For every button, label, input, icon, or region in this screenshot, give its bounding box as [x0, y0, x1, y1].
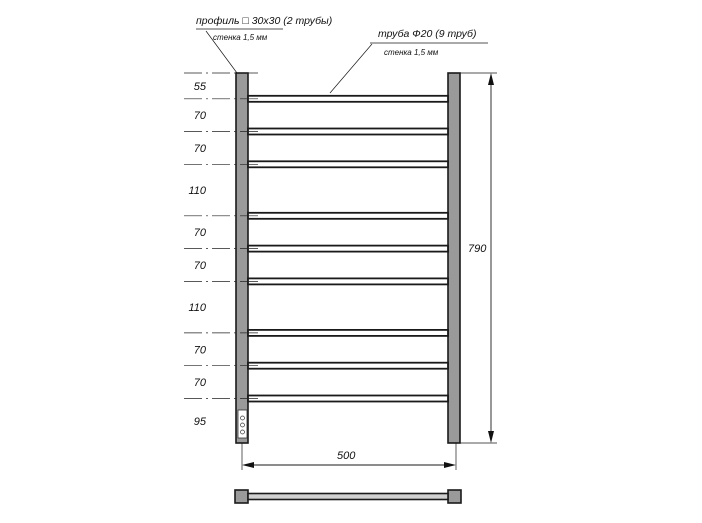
top-view-left-profile	[235, 490, 248, 503]
rung-group	[248, 96, 448, 402]
spacing-label: 70	[193, 377, 206, 390]
spacing-label: 70	[193, 344, 206, 357]
spacing-label: 70	[193, 227, 206, 240]
height-arrow-top	[488, 73, 494, 85]
pipe-wall-label: стенка 1,5 мм	[384, 48, 439, 57]
left-profile-pipe	[236, 73, 248, 443]
rung-pipe	[248, 96, 448, 102]
spacing-label: 70	[193, 260, 206, 272]
right-profile-pipe	[448, 73, 460, 443]
rung-pipe	[248, 213, 448, 219]
profile-label: профиль □ 30х30 (2 трубы)	[196, 15, 333, 27]
spacing-label: 70	[193, 110, 206, 123]
width-arrow-left	[242, 462, 254, 468]
rung-pipe	[248, 363, 448, 369]
profile-wall-label: стенка 1,5 мм	[213, 33, 268, 42]
pipe-label: труба Ф20 (9 труб)	[378, 28, 477, 40]
height-dimension: 790	[468, 243, 487, 255]
top-view-rung	[248, 494, 448, 500]
spacing-label: 110	[188, 302, 206, 315]
width-dimension: 500	[337, 450, 356, 462]
rung-pipe	[248, 161, 448, 167]
height-arrow-bottom	[488, 431, 494, 443]
rung-pipe	[248, 129, 448, 135]
spacing-label: 110	[188, 185, 206, 198]
rung-pipe	[248, 396, 448, 402]
rung-pipe	[248, 330, 448, 336]
width-arrow-right	[444, 462, 456, 468]
rung-pipe	[248, 278, 448, 284]
spacing-label: 70	[193, 142, 206, 155]
top-view-right-profile	[448, 490, 461, 503]
spacing-label: 55	[193, 80, 206, 93]
rung-pipe	[248, 246, 448, 252]
spacing-label: 95	[193, 415, 206, 428]
pipe-leader-line	[330, 44, 372, 93]
